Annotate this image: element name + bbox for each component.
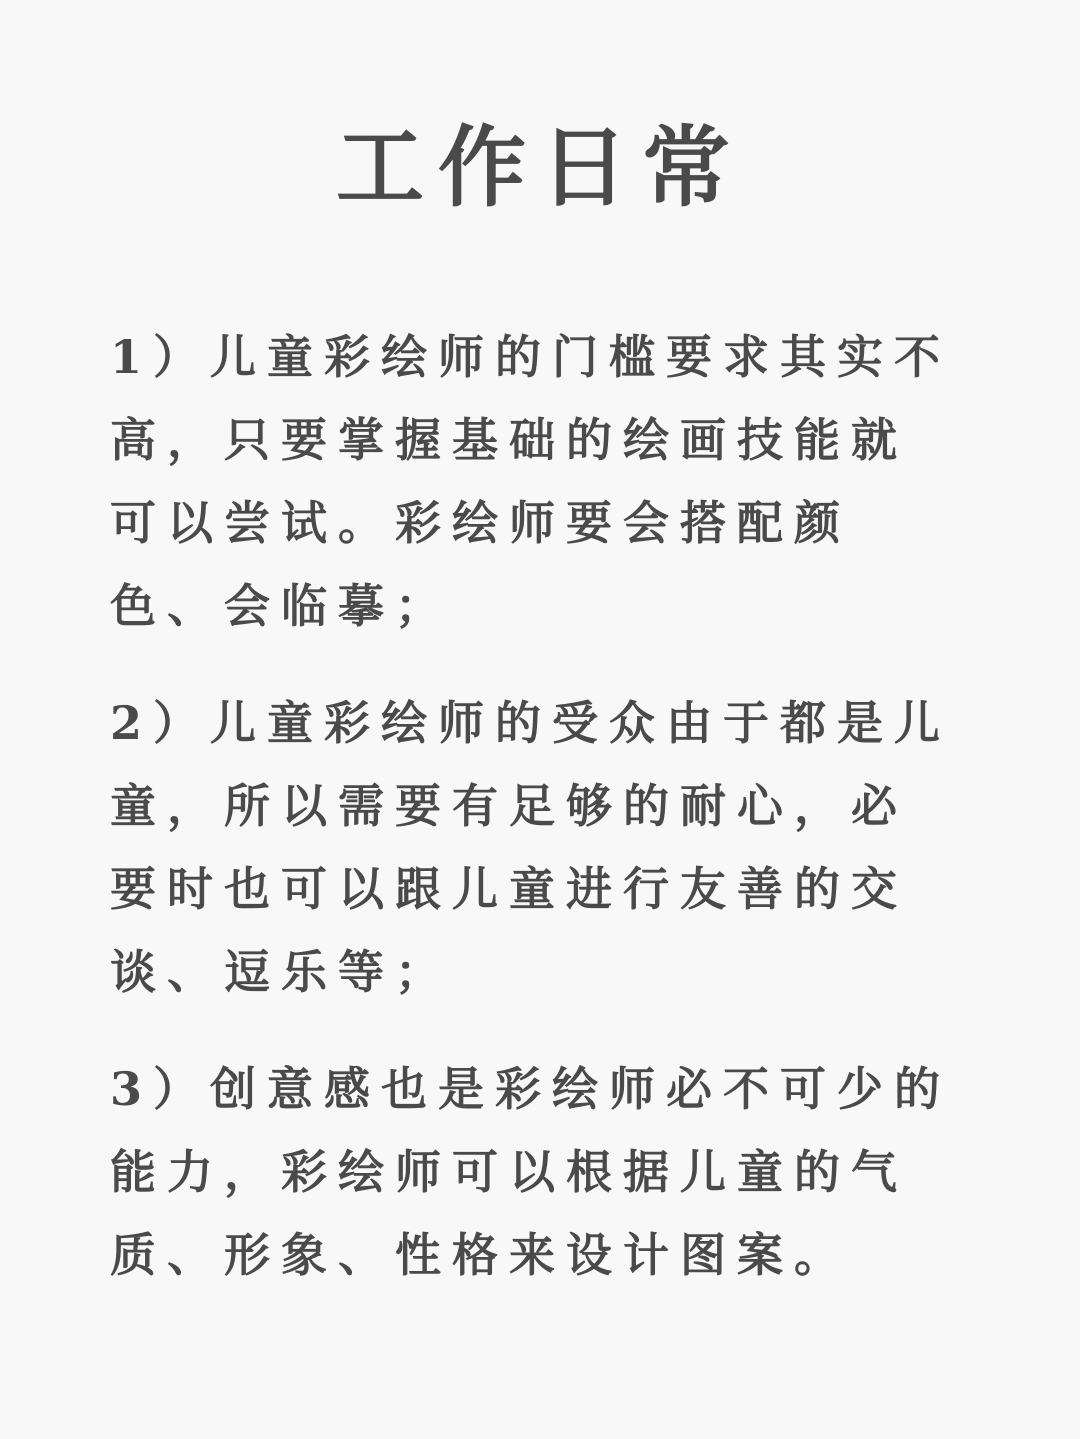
paragraph-2-line-2: 童，所以需要有足够的耐心，必 (110, 779, 908, 833)
paragraph-1-line-3: 可以尝试。彩绘师要会搭配颜 (110, 496, 851, 550)
paragraph-2-line-4: 谈、逗乐等； (110, 945, 452, 999)
paragraph-2-line-1: 2）儿童彩绘师的受众由于都是儿 (110, 696, 952, 750)
paragraph-1-line-4: 色、会临摹； (110, 579, 452, 633)
paragraph-1 (110, 316, 980, 648)
paragraph-1-line-1: 1）儿童彩绘师的门槛要求其实不 (110, 330, 952, 384)
page-title: 工作日常 (335, 115, 744, 219)
paragraph-2 (110, 682, 980, 1014)
paragraph-3-line-1: 3）创意感也是彩绘师必不可少的 (110, 1062, 952, 1116)
paragraph-3-line-3: 质、形象、性格来设计图案。 (110, 1228, 851, 1282)
paragraph-3 (110, 1048, 980, 1297)
paragraph-3-line-2: 能力，彩绘师可以根据儿童的气 (110, 1145, 908, 1199)
paragraph-2-line-3: 要时也可以跟儿童进行友善的交 (110, 862, 908, 916)
paragraph-1-line-2: 高，只要掌握基础的绘画技能就 (110, 413, 908, 467)
